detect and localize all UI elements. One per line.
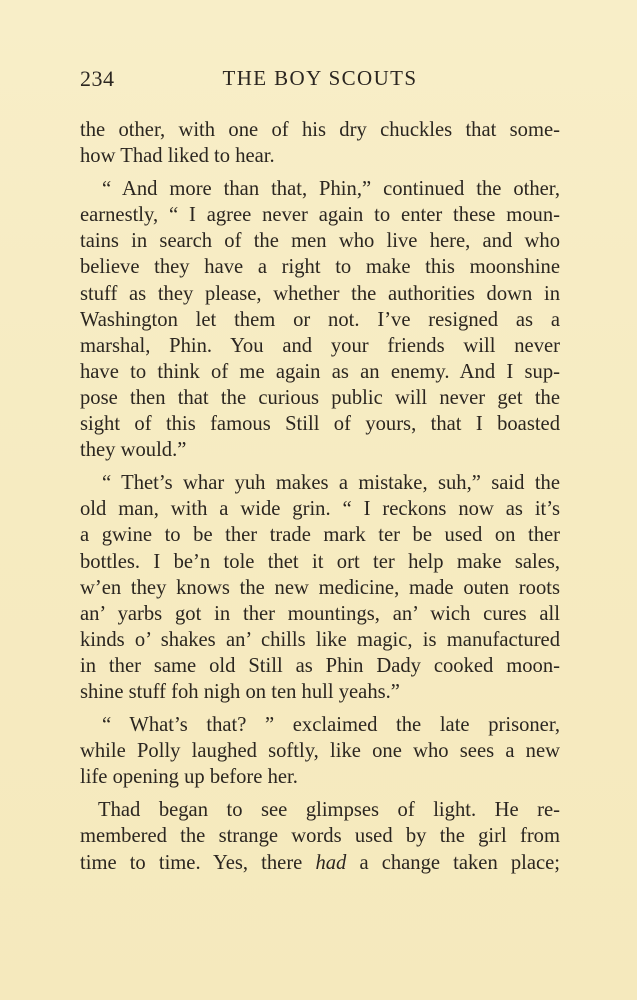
italic-word: had xyxy=(315,851,347,874)
text-line: earnestly, “ I agree never again to enter these moun- xyxy=(80,204,560,227)
text-line: membered the strange words used by the girl from xyxy=(80,825,560,848)
text-line: an’ yarbs got in ther mountings, an’ wich cures all xyxy=(80,602,560,625)
text-line: pose then that the curious public will never get the xyxy=(80,386,560,409)
paragraph xyxy=(80,470,560,705)
text-line: while Polly laughed softly, like one who sees a new xyxy=(80,740,560,763)
text-line: life opening up before her. xyxy=(80,766,298,789)
text-line: have to think of me again as an enemy. And I sup- xyxy=(80,360,560,383)
text-line: “ What’s that? ” exclaimed the late prisoner, xyxy=(102,714,560,737)
page-body xyxy=(80,117,560,876)
text-line: bottles. I be’n tole thet it ort ter help make sales, xyxy=(80,550,560,573)
text-line: the other, with one of his dry chuckles that some- xyxy=(80,119,560,141)
text-line: how Thad liked to hear. xyxy=(80,145,275,168)
text-line: tains in search of the men who live here, and who xyxy=(80,230,560,253)
paragraph xyxy=(80,797,560,875)
text-line: a gwine to be ther trade mark ter be used on ther xyxy=(80,524,560,547)
text-line: stuff as they please, whether the authorities down in xyxy=(80,282,560,305)
text-line: kinds o’ shakes an’ chills like magic, is manufactured xyxy=(80,628,560,651)
text-line: sight of this famous Still of yours, that I boasted xyxy=(80,413,560,436)
text-line: marshal, Phin. You and your friends will never xyxy=(80,334,560,357)
paragraph xyxy=(80,117,560,169)
text-line: “ Thet’s whar yuh makes a mistake, suh,” said the xyxy=(102,472,560,495)
text-line: w’en they knows the new medicine, made outen roots xyxy=(80,576,560,599)
page-header xyxy=(80,66,560,98)
text-line: in ther same old Still as Phin Dady cooked moon- xyxy=(80,654,560,677)
text-span: a change taken place; xyxy=(359,851,561,874)
text-line: Washington let them or not. I’ve resigned as a xyxy=(80,308,560,331)
page-number: 234 xyxy=(80,66,115,91)
text-span: time to time. Yes, there xyxy=(80,851,303,874)
text-line: old man, with a wide grin. “ I reckons now as it’s xyxy=(80,498,560,521)
paragraph xyxy=(80,712,560,790)
text-line-mixed xyxy=(80,850,560,876)
text-line: Thad began to see glimpses of light. He re- xyxy=(98,799,560,822)
text-line: shine stuff foh nigh on ten hull yeahs.” xyxy=(80,680,400,703)
text-line: they would.” xyxy=(80,439,187,462)
text-line: “ And more than that, Phin,” continued the other, xyxy=(102,178,560,201)
running-title: THE BOY SCOUTS xyxy=(222,66,418,90)
text-line: believe they have a right to make this moonshine xyxy=(80,256,560,279)
paragraph xyxy=(80,176,560,463)
